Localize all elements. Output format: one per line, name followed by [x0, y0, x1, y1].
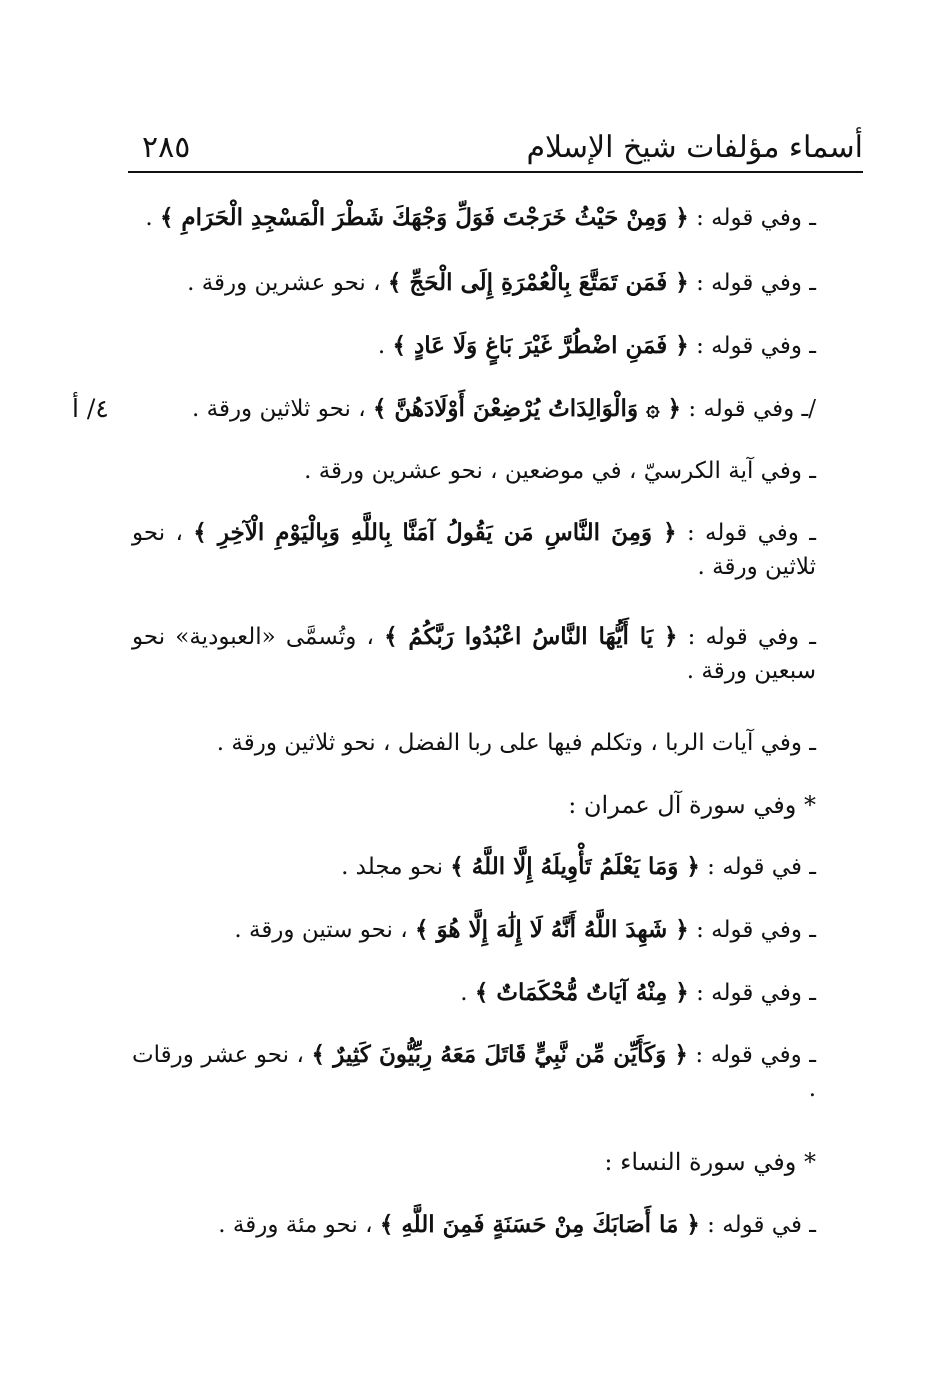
entry-al-imran-7	[341, 850, 816, 884]
entry-prefix: ـ في قوله :	[699, 1212, 816, 1238]
entry-suffix: نحو مجلد .	[341, 854, 451, 880]
entry-suffix: ، نحو ثلاثين ورقة .	[132, 520, 816, 580]
quran-verse: ﴿ وَكَأَيِّن مِّن نَّبِيٍّ قَاتَلَ مَعَهُ رِبِّيُّونَ كَثِيرٌ ﴾	[311, 1041, 688, 1068]
entry-riba-verses	[217, 726, 816, 760]
entry-al-imran-7-muhkamat	[460, 976, 816, 1010]
entry-suffix: .	[145, 205, 160, 231]
quran-verse: ﴿ مَا أَصَابَكَ مِنْ حَسَنَةٍ فَمِنَ اللَّهِ ﴾	[379, 1211, 700, 1238]
entry-suffix: .	[377, 333, 393, 359]
entry-text: ـ وفي آية الكرسيّ ، في موضعين ، نحو عشرين ورقة .	[304, 458, 816, 484]
entry-prefix: ـ وفي قوله :	[677, 624, 816, 650]
entry-baqara-233	[192, 392, 816, 426]
entry-an-nisa-79	[218, 1208, 816, 1242]
entry-suffix: ، نحو مئة ورقة .	[218, 1212, 380, 1238]
entry-baqara-173	[378, 329, 816, 363]
entry-prefix: ـ وفي قوله :	[688, 333, 816, 359]
entry-suffix: ، نحو عشر ورقات .	[132, 1042, 816, 1102]
page-number: ٢٨٥	[142, 130, 191, 165]
quran-verse: ﴿ وَمَا يَعْلَمُ تَأْوِيلَهُ إِلَّا اللَّهُ ﴾	[450, 853, 700, 880]
entry-prefix: ـ وفي قوله :	[687, 1042, 816, 1068]
entry-baqara-21	[132, 620, 816, 688]
entry-baqara-144	[145, 201, 816, 235]
entry-prefix: ـ وفي قوله :	[688, 917, 816, 943]
quran-verse: ﴿ يَا أَيُّهَا النَّاسُ اعْبُدُوا رَبَّكُمُ ﴾	[384, 623, 678, 650]
entry-prefix: /ـ وفي قوله :	[681, 396, 816, 422]
entry-prefix: ـ وفي قوله :	[676, 520, 816, 546]
entry-baqara-8	[132, 516, 816, 584]
quran-verse: ﴿ وَمِنَ النَّاسِ مَن يَقُولُ آمَنَّا بِاللَّهِ وَبِالْيَوْمِ الْآخِرِ ﴾	[193, 519, 677, 546]
quran-verse: ﴿ وَمِنْ حَيْثُ خَرَجْتَ فَوَلِّ وَجْهَكَ شَطْرَ الْمَسْجِدِ الْحَرَامِ ﴾	[159, 204, 689, 231]
quran-verse: ﴿ مِنْهُ آيَاتٌ مُّحْكَمَاتٌ ﴾	[474, 979, 689, 1006]
entry-suffix: ، نحو ستين ورقة .	[234, 917, 415, 943]
quran-verse: ﴿ فَمَنِ اضْطُرَّ غَيْرَ بَاغٍ وَلَا عَادٍ ﴾	[392, 332, 689, 359]
entry-prefix: ـ وفي قوله :	[688, 205, 816, 231]
entry-baqara-196	[187, 266, 816, 300]
entry-prefix: ـ في قوله :	[699, 854, 816, 880]
entry-suffix: ، نحو عشرين ورقة .	[187, 270, 388, 296]
quran-verse: ﴿ ۞ وَالْوَالِدَاتُ يُرْضِعْنَ أَوْلَادَهُنَّ ﴾	[372, 395, 682, 422]
entry-suffix: ، نحو ثلاثين ورقة .	[192, 396, 373, 422]
entry-prefix: ـ وفي قوله :	[688, 270, 816, 296]
entry-al-imran-18	[234, 913, 816, 947]
quran-verse: ﴿ شَهِدَ اللَّهُ أَنَّهُ لَا إِلَٰهَ إِلَّا هُوَ ﴾	[414, 916, 689, 943]
section-heading-an-nisa: * وفي سورة النساء :	[604, 1148, 816, 1176]
entry-ayat-al-kursi	[304, 454, 816, 488]
entry-text: ـ وفي آيات الربا ، وتكلم فيها على ربا الفضل ، نحو ثلاثين ورقة .	[216, 730, 816, 756]
running-title: أسماء مؤلفات شيخ الإسلام	[526, 130, 863, 165]
entry-al-imran-146	[132, 1038, 816, 1106]
entry-prefix: ـ وفي قوله :	[688, 980, 816, 1006]
entry-suffix: ، وتُسمَّى «العبودية» نحو سبعين ورقة .	[132, 624, 816, 684]
page-header	[128, 125, 863, 173]
quran-verse: ﴿ فَمَن تَمَتَّعَ بِالْعُمْرَةِ إِلَى الْحَجِّ ﴾	[387, 269, 689, 296]
section-heading-al-imran: * وفي سورة آل عمران :	[568, 791, 816, 819]
entry-suffix: .	[460, 980, 475, 1006]
manuscript-folio-note: ٤/ أ	[72, 394, 109, 423]
